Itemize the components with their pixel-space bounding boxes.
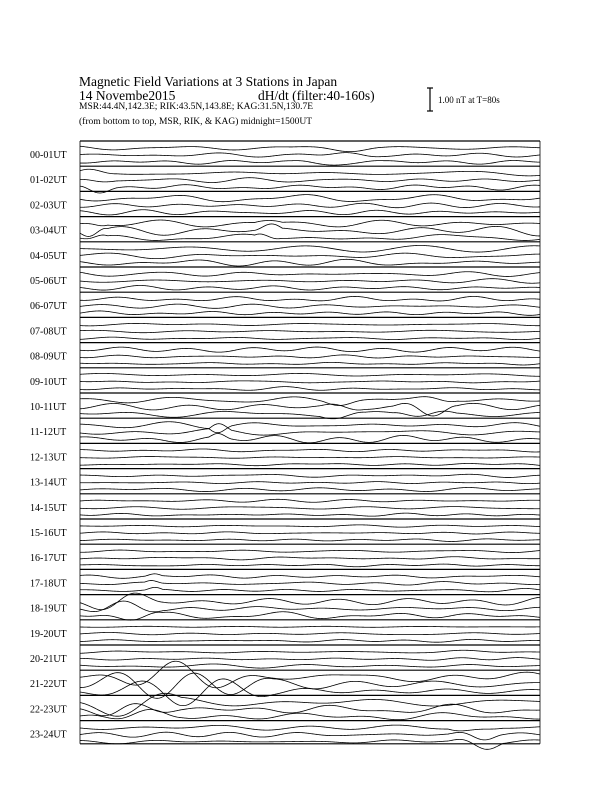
- trace-rik: [80, 581, 540, 585]
- row-label: 20-21UT: [30, 654, 67, 665]
- trace-row-19-20UT: [30, 620, 540, 642]
- trace-rik: [80, 507, 540, 510]
- trace-msr: [80, 488, 540, 492]
- trace-msr: [80, 587, 540, 591]
- trace-rik: [80, 403, 540, 416]
- trace-row-21-22UT: [30, 661, 540, 705]
- row-label: 10-11UT: [30, 402, 67, 413]
- trace-kag: [80, 146, 540, 151]
- trace-msr: [80, 387, 540, 391]
- row-label: 17-18UT: [30, 578, 67, 590]
- trace-row-03-04UT: [30, 217, 540, 241]
- trace-rik: [80, 304, 540, 308]
- row-label: 09-10UT: [30, 376, 67, 388]
- row-label: 03-04UT: [30, 225, 67, 237]
- trace-msr: [80, 210, 540, 215]
- trace-kag: [80, 272, 540, 277]
- trace-msr: [80, 337, 540, 340]
- trace-rik: [80, 732, 540, 740]
- trace-msr: [80, 539, 540, 542]
- trace-row-16-17UT: [30, 544, 540, 567]
- trace-row-07-08UT: [30, 317, 540, 339]
- trace-rik: [80, 381, 540, 383]
- scale-bar-label: 1.00 nT at T=80s: [438, 95, 500, 105]
- trace-kag: [80, 661, 540, 688]
- trace-kag: [80, 245, 540, 252]
- trace-msr: [80, 709, 540, 719]
- trace-kag: [80, 347, 540, 352]
- trace-row-17-18UT: [30, 569, 540, 591]
- trace-kag: [80, 397, 540, 406]
- row-label: 05-06UT: [30, 276, 67, 287]
- trace-kag: [80, 323, 540, 325]
- trace-kag: [80, 449, 540, 452]
- row-label: 08-09UT: [30, 351, 67, 363]
- trace-rik: [80, 424, 540, 435]
- trace-row-20-21UT: [30, 645, 540, 668]
- trace-msr: [80, 564, 540, 567]
- chart-quantity: dH/dt (filter:40-160s): [258, 88, 375, 103]
- row-label: 15-16UT: [30, 528, 67, 539]
- trace-kag: [80, 593, 540, 610]
- row-label: 19-20UT: [30, 628, 67, 640]
- row-label: 02-03UT: [30, 200, 67, 212]
- row-label: 01-02UT: [30, 175, 67, 187]
- trace-msr: [80, 513, 540, 516]
- trace-row-10-11UT: [30, 393, 540, 419]
- trace-kag: [80, 220, 540, 227]
- trace-kag: [80, 474, 540, 477]
- row-label: 16-17UT: [30, 553, 67, 565]
- trace-kag: [80, 725, 540, 731]
- trace-msr: [80, 639, 540, 642]
- trace-row-14-15UT: [30, 494, 540, 516]
- trace-row-09-10UT: [30, 368, 540, 390]
- trace-kag: [80, 296, 540, 301]
- trace-row-02-03UT: [30, 191, 540, 215]
- row-label: 14-15UT: [30, 502, 67, 514]
- trace-rik: [80, 153, 540, 157]
- row-label: 11-12UT: [30, 427, 67, 439]
- trace-rik: [80, 632, 540, 634]
- trace-msr: [80, 259, 540, 266]
- trace-row-08-09UT: [30, 343, 540, 365]
- trace-rik: [80, 330, 540, 332]
- trace-row-00-01UT: [30, 141, 540, 165]
- trace-rik: [80, 601, 540, 612]
- chart-date: 14 Novembe2015: [79, 88, 176, 103]
- trace-row-15-16UT: [30, 519, 540, 541]
- row-label: 13-14UT: [30, 477, 67, 489]
- trace-kag: [80, 499, 540, 502]
- row-label: 21-22UT: [30, 679, 67, 691]
- trace-msr: [80, 161, 540, 166]
- scale-bar: [427, 88, 433, 111]
- row-label: 04-05UT: [30, 250, 67, 262]
- trace-rik: [80, 355, 540, 358]
- trace-row-23-24UT: [30, 721, 540, 750]
- row-label: 18-19UT: [30, 603, 67, 615]
- trace-msr: [80, 362, 540, 365]
- trace-kag: [80, 422, 540, 433]
- trace-kag: [80, 195, 540, 202]
- trace-row-13-14UT: [30, 469, 540, 492]
- trace-rik: [80, 557, 540, 560]
- row-label: 12-13UT: [30, 452, 67, 464]
- trace-kag: [80, 169, 540, 176]
- trace-kag: [80, 525, 540, 527]
- station-coordinates: MSR:44.4N,142.3E; RIK:43.5N,143.8E; KAG:31.5N,130.7E: [79, 102, 314, 112]
- trace-msr: [80, 234, 540, 240]
- trace-msr: [80, 664, 540, 668]
- trace-row-12-13UT: [30, 443, 540, 465]
- trace-row-22-23UT: [30, 693, 540, 719]
- trace-rik: [80, 224, 540, 236]
- trace-rows: [30, 141, 540, 749]
- trace-rik: [80, 203, 540, 208]
- trace-order-note: (from bottom to top, MSR, RIK, & KAG) midnight=1500UT: [79, 117, 313, 127]
- row-label: 00-01UT: [30, 150, 67, 161]
- trace-msr: [80, 612, 540, 620]
- trace-kag: [80, 650, 540, 653]
- trace-msr: [80, 679, 540, 706]
- trace-row-18-19UT: [30, 593, 540, 620]
- trace-row-05-06UT: [30, 267, 540, 290]
- trace-rik: [80, 482, 540, 484]
- trace-msr: [80, 285, 540, 290]
- trace-rik: [80, 253, 540, 259]
- trace-kag: [80, 626, 540, 627]
- trace-row-04-05UT: [30, 242, 540, 266]
- trace-msr: [80, 464, 540, 466]
- chart-title: Magnetic Field Variations at 3 Stations in Japan: [79, 74, 338, 89]
- trace-kag: [80, 693, 540, 716]
- trace-rik: [80, 178, 540, 183]
- trace-rik: [80, 457, 540, 459]
- row-label: 22-23UT: [30, 704, 67, 716]
- trace-rik: [80, 658, 540, 661]
- row-label: 07-08UT: [30, 326, 67, 338]
- row-label: 06-07UT: [30, 301, 67, 313]
- trace-rik: [80, 532, 540, 534]
- trace-row-01-02UT: [30, 166, 540, 193]
- row-label: 23-24UT: [30, 729, 67, 741]
- trace-msr: [80, 311, 540, 315]
- trace-kag: [80, 574, 540, 578]
- trace-kag: [80, 373, 540, 376]
- trace-row-11-12UT: [30, 418, 540, 443]
- trace-kag: [80, 550, 540, 552]
- trace-rik: [80, 279, 540, 284]
- trace-row-06-07UT: [30, 292, 540, 315]
